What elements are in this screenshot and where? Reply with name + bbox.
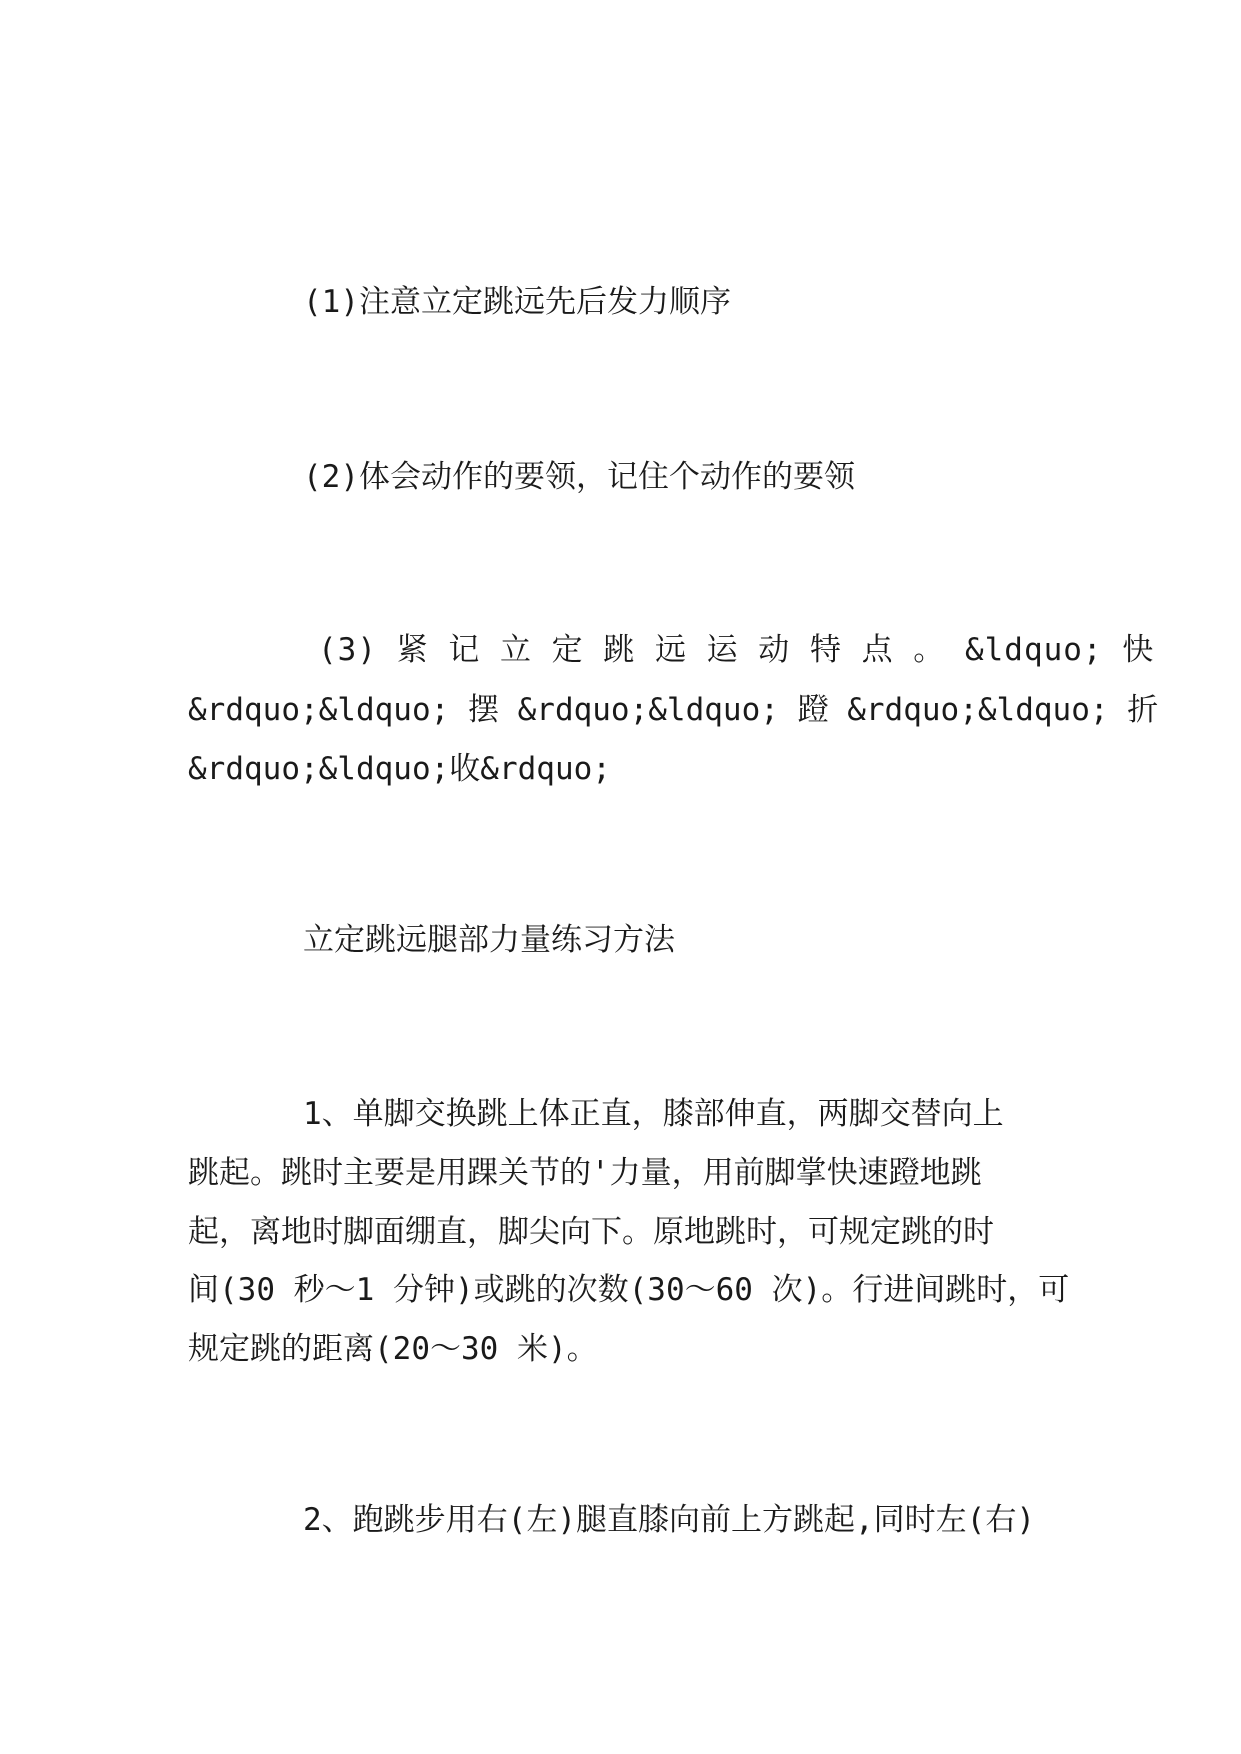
paragraph-3-line-1: (3) 紧 记 立 定 跳 远 运 动 特 点 。 &ldquo; 快 bbox=[318, 632, 1155, 668]
item-1-line-2: 跳起。跳时主要是用踝关节的'力量，用前脚掌快速蹬地跳 bbox=[188, 1155, 982, 1191]
paragraph-2: (2)体会动作的要领，记住个动作的要领 bbox=[303, 459, 855, 495]
paragraph-3-line-3: &rdquo;&ldquo;收&rdquo; bbox=[188, 751, 611, 787]
item-1-line-5: 规定跳的距离(20～30 米)。 bbox=[188, 1331, 598, 1367]
item-1-line-3: 起，离地时脚面绷直，脚尖向下。原地跳时，可规定跳的时 bbox=[188, 1214, 994, 1250]
item-1-line-4: 间(30 秒～1 分钟)或跳的次数(30～60 次)。行进间跳时，可 bbox=[188, 1272, 1070, 1308]
item-1-line-1: 1、单脚交换跳上体正直，膝部伸直，两脚交替向上 bbox=[303, 1096, 1004, 1132]
paragraph-1: (1)注意立定跳远先后发力顺序 bbox=[303, 284, 731, 320]
paragraph-3-line-2: &rdquo;&ldquo; 摆 &rdquo;&ldquo; 蹬 &rdquo;&ldquo; 折 bbox=[188, 692, 1159, 728]
item-2-line-1: 2、跑跳步用右(左)腿直膝向前上方跳起,同时左(右) bbox=[303, 1502, 1035, 1538]
section-heading: 立定跳远腿部力量练习方法 bbox=[303, 922, 675, 958]
